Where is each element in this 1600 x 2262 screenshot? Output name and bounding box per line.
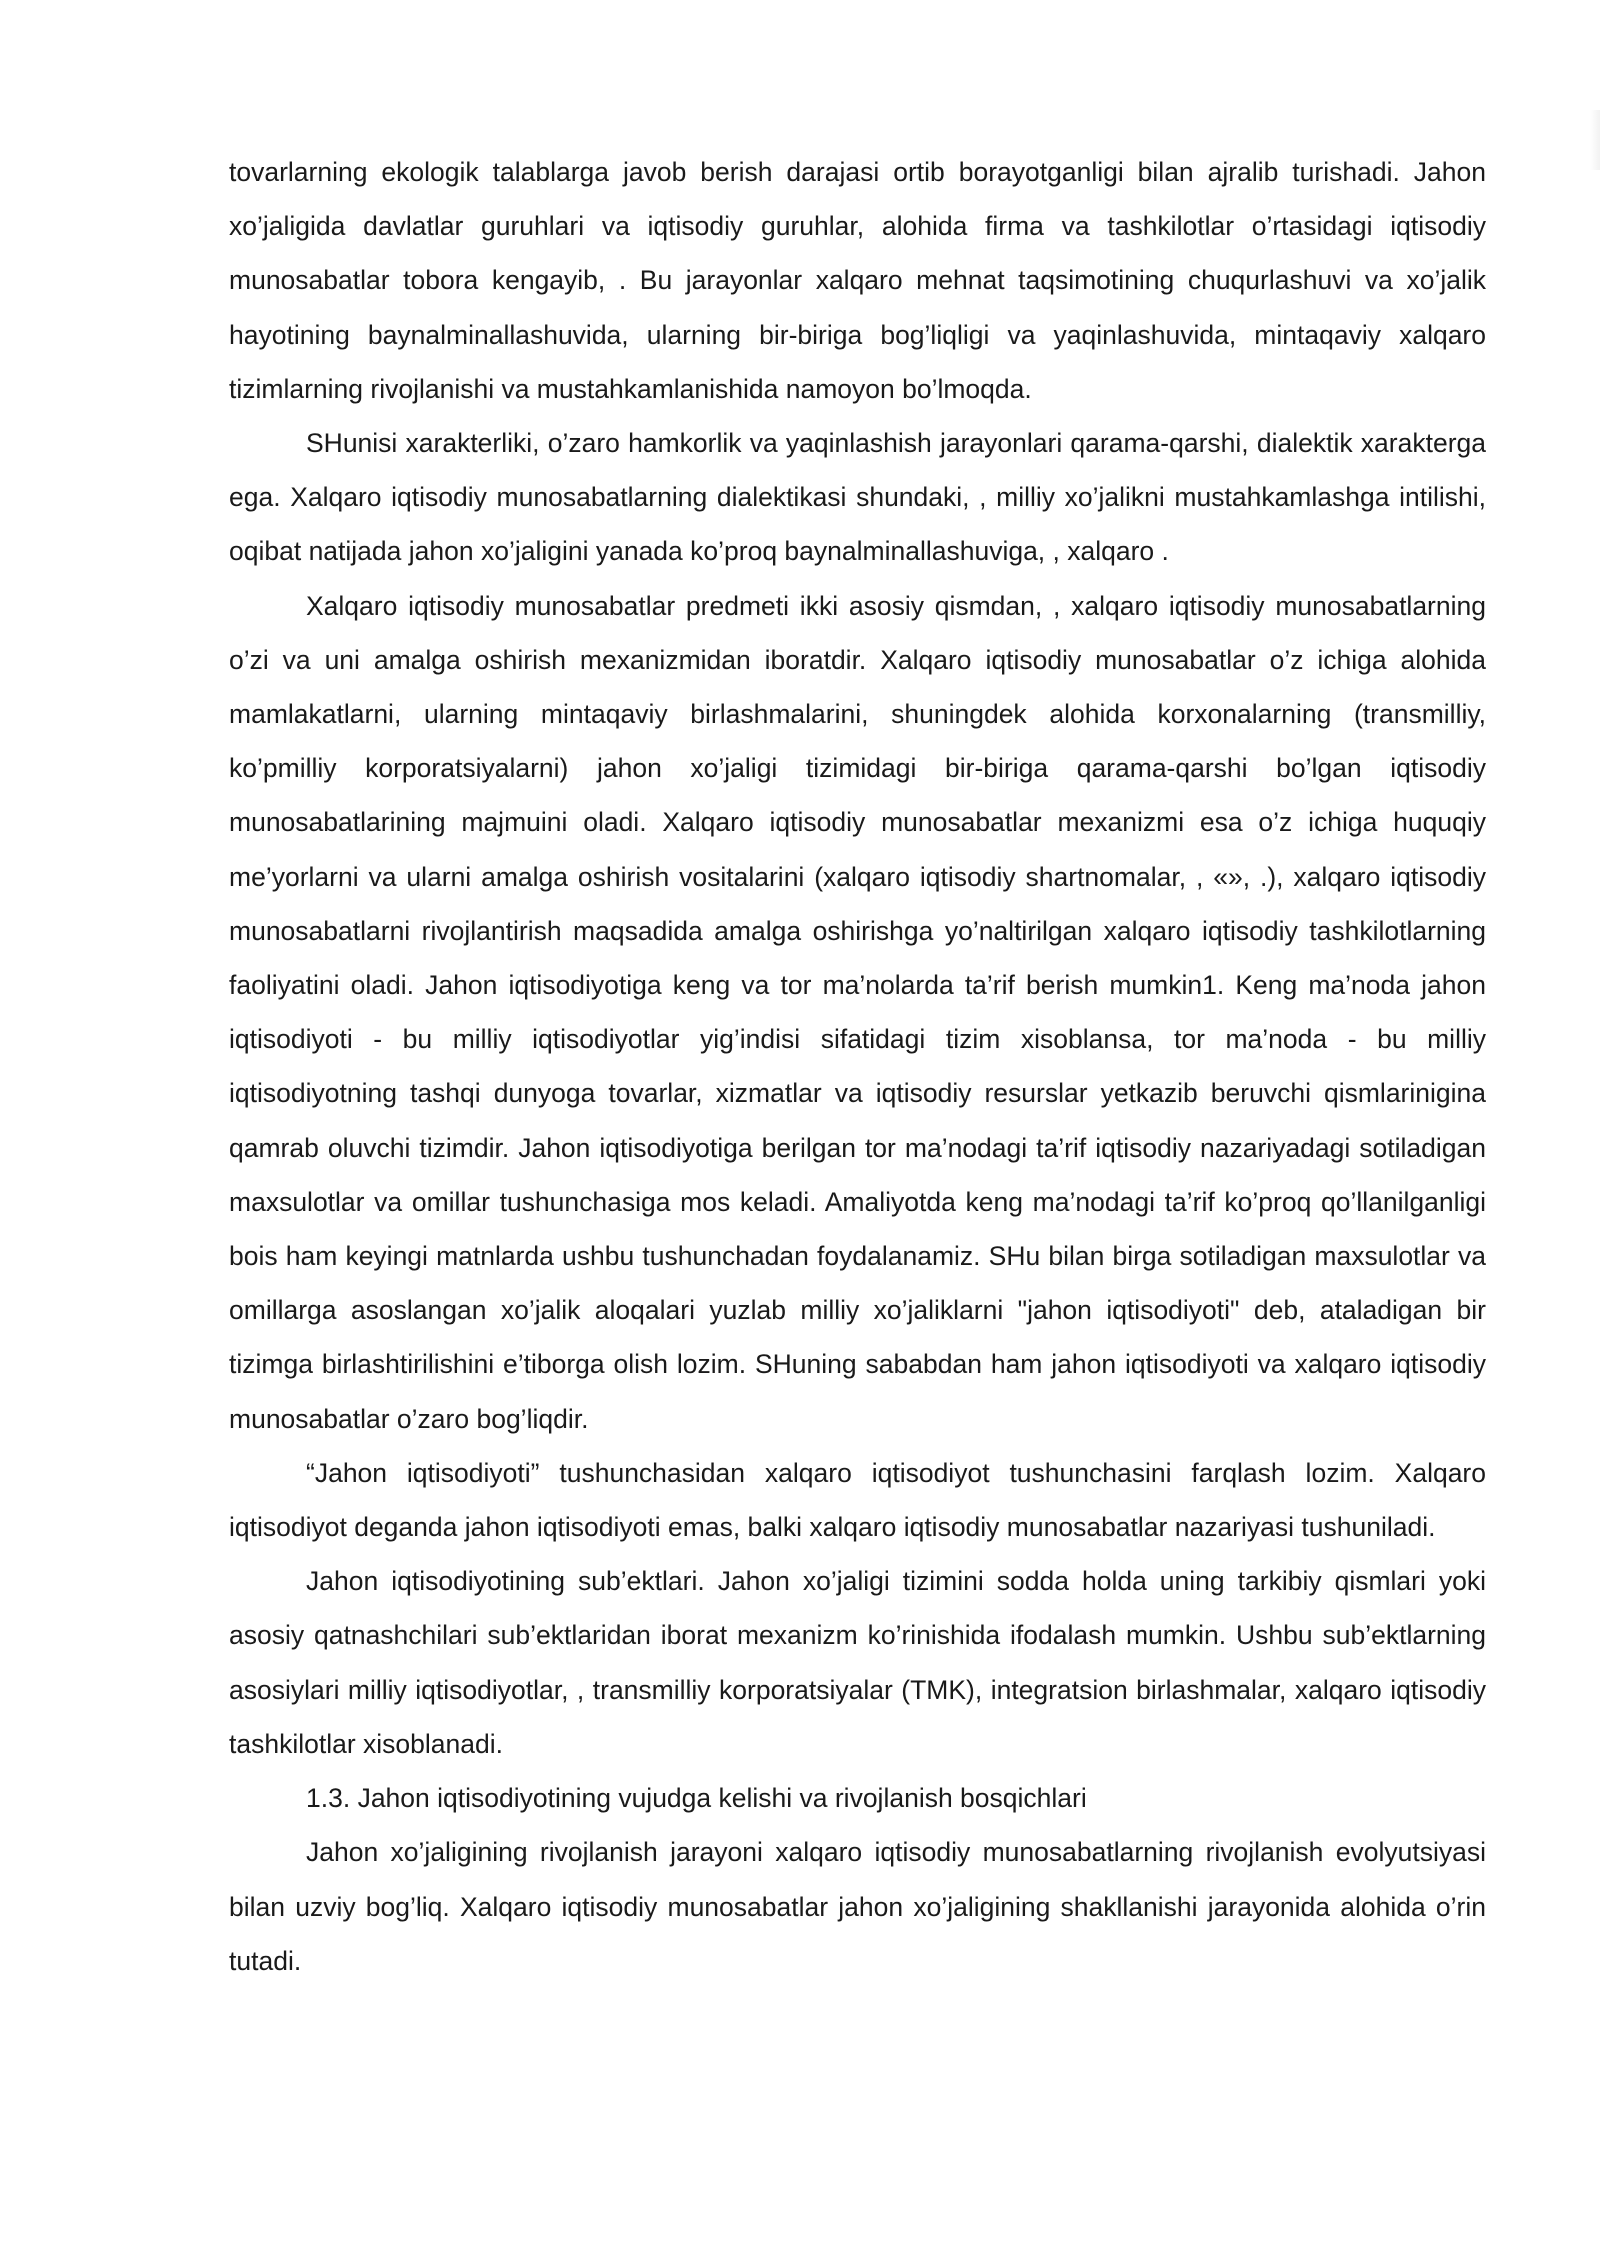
paragraph-6: Jahon xo’jaligining rivojlanish jarayoni xalqaro iqtisodiy munosabatlarning rivojlanish evolyutsiyasi bilan uzviy bog’liq. Xalqaro iqtisodiy munosabatlar jahon xo’jaligining shakllanishi jarayonida alohida o’rin tutadi. — [229, 1837, 1486, 1976]
paragraph-2: SHunisi xarakterliki, o’zaro hamkorlik va yaqinlashish jarayonlari qarama-qarshi, dialektik xarakterga ega. Xalqaro iqtisodiy munosabatlarning dialektikasi shundaki, , milliy xo’jalikni mustahkamlashga intilishi, oqibat natijada jahon xo’jaligini yanada ko’proq baynalminallashuviga, , xalqaro . — [229, 428, 1486, 567]
paragraph-5: Jahon iqtisodiyotining sub’ektlari. Jahon xo’jaligi tizimini sodda holda uning tarkibiy qismlari yoki asosiy qatnashchilari sub’ektlaridan iborat mexanizm ko’rinishida ifodalash mumkin. Ushbu sub’ektlarning asosiylari milliy iqtisodiyotlar, , transmilliy korporatsiyalar (TMK), integratsion birlashmalar, xalqaro iqtisodiy tashkilotlar xisoblanadi. — [229, 1566, 1486, 1759]
section-heading: 1.3. Jahon iqtisodiyotining vujudga kelishi va rivojlanish bosqichlari — [306, 1783, 1087, 1814]
paragraph-3: Xalqaro iqtisodiy munosabatlar predmeti ikki asosiy qismdan, , xalqaro iqtisodiy munosabatlarning o’zi va uni amalga oshirish mexanizmidan iboratdir. Xalqaro iqtisodiy munosabatlar o’z ichiga alohida mamlakatlarni, ularning mintaqaviy birlashmalarini, shuningdek alohida korxonalarning (transmilliy, ko’pmilliy korporatsiyalarni) jahon xo’jaligi tizimidagi bir-biriga qarama-qarshi bo’lgan iqtisodiy munosabatlarining majmuini oladi. Xalqaro iqtisodiy munosabatlar mexanizmi esa o’z ichiga huquqiy me’yorlarni va ularni amalga oshirish vositalarini (xalqaro iqtisodiy shartnomalar, , «», .), xalqaro iqtisodiy munosabatlarni rivojlantirish maqsadida amalga oshirishga yo’naltirilgan xalqaro iqtisodiy tashkilotlarning faoliyatini oladi. Jahon iqtisodiyotiga keng va tor ma’nolarda ta’rif berish mumkin1. Keng ma’noda jahon iqtisodiyoti - bu milliy iqtisodiyotlar yig’indisi sifatidagi tizim xisoblansa, tor ma’noda - bu milliy iqtisodiyotning tashqi dunyoga tovarlar, xizmatlar va iqtisodiy resurslar yetkazib beruvchi qismlarinigina qamrab oluvchi tizimdir. Jahon iqtisodiyotiga berilgan tor ma’nodagi ta’rif iqtisodiy nazariyadagi sotiladigan maxsulotlar va omillar tushunchasiga mos keladi. Amaliyotda keng ma’nodagi ta’rif ko’proq qo’llanilganligi bois ham keyingi matnlarda ushbu tushunchadan foydalanamiz. SHu bilan birga sotiladigan maxsulotlar va omillarga asoslangan xo’jalik aloqalari yuzlab milliy xo’jaliklarni "jahon iqtisodiyoti" deb, ataladigan bir tizimga birlashtirilishini e’tiborga olish lozim. SHuning sababdan ham jahon iqtisodiyoti va xalqaro iqtisodiy munosabatlar o’zaro bog’liqdir. — [229, 590, 1486, 1434]
page-edge-shadow — [1590, 110, 1600, 170]
paragraph-1: tovarlarning ekologik talablarga javob berish darajasi ortib borayotganligi bilan ajralib turishadi. Jahon xo’jaligida davlatlar guruhlari va iqtisodiy guruhlar, alohida firma va tashkilotlar o’rtasidagi iqtisodiy munosabatlar tobora kengayib, . Bu jarayonlar xalqaro mehnat taqsimotining chuqurlashuvi va xo’jalik hayotining baynalminallashuvida, ularning bir-biriga bog’liqligi va yaqinlashuvida, mintaqaviy xalqaro tizimlarning rivojlanishi va mustahkamlanishida namoyon bo’lmoqda. — [229, 157, 1486, 404]
paragraph-4: “Jahon iqtisodiyoti” tushunchasidan xalqaro iqtisodiyot tushunchasini farqlash lozim. Xalqaro iqtisodiyot deganda jahon iqtisodiyoti emas, balki xalqaro iqtisodiy munosabatlar nazariyasi tushuniladi. — [229, 1457, 1486, 1543]
document-page — [229, 145, 1486, 1988]
